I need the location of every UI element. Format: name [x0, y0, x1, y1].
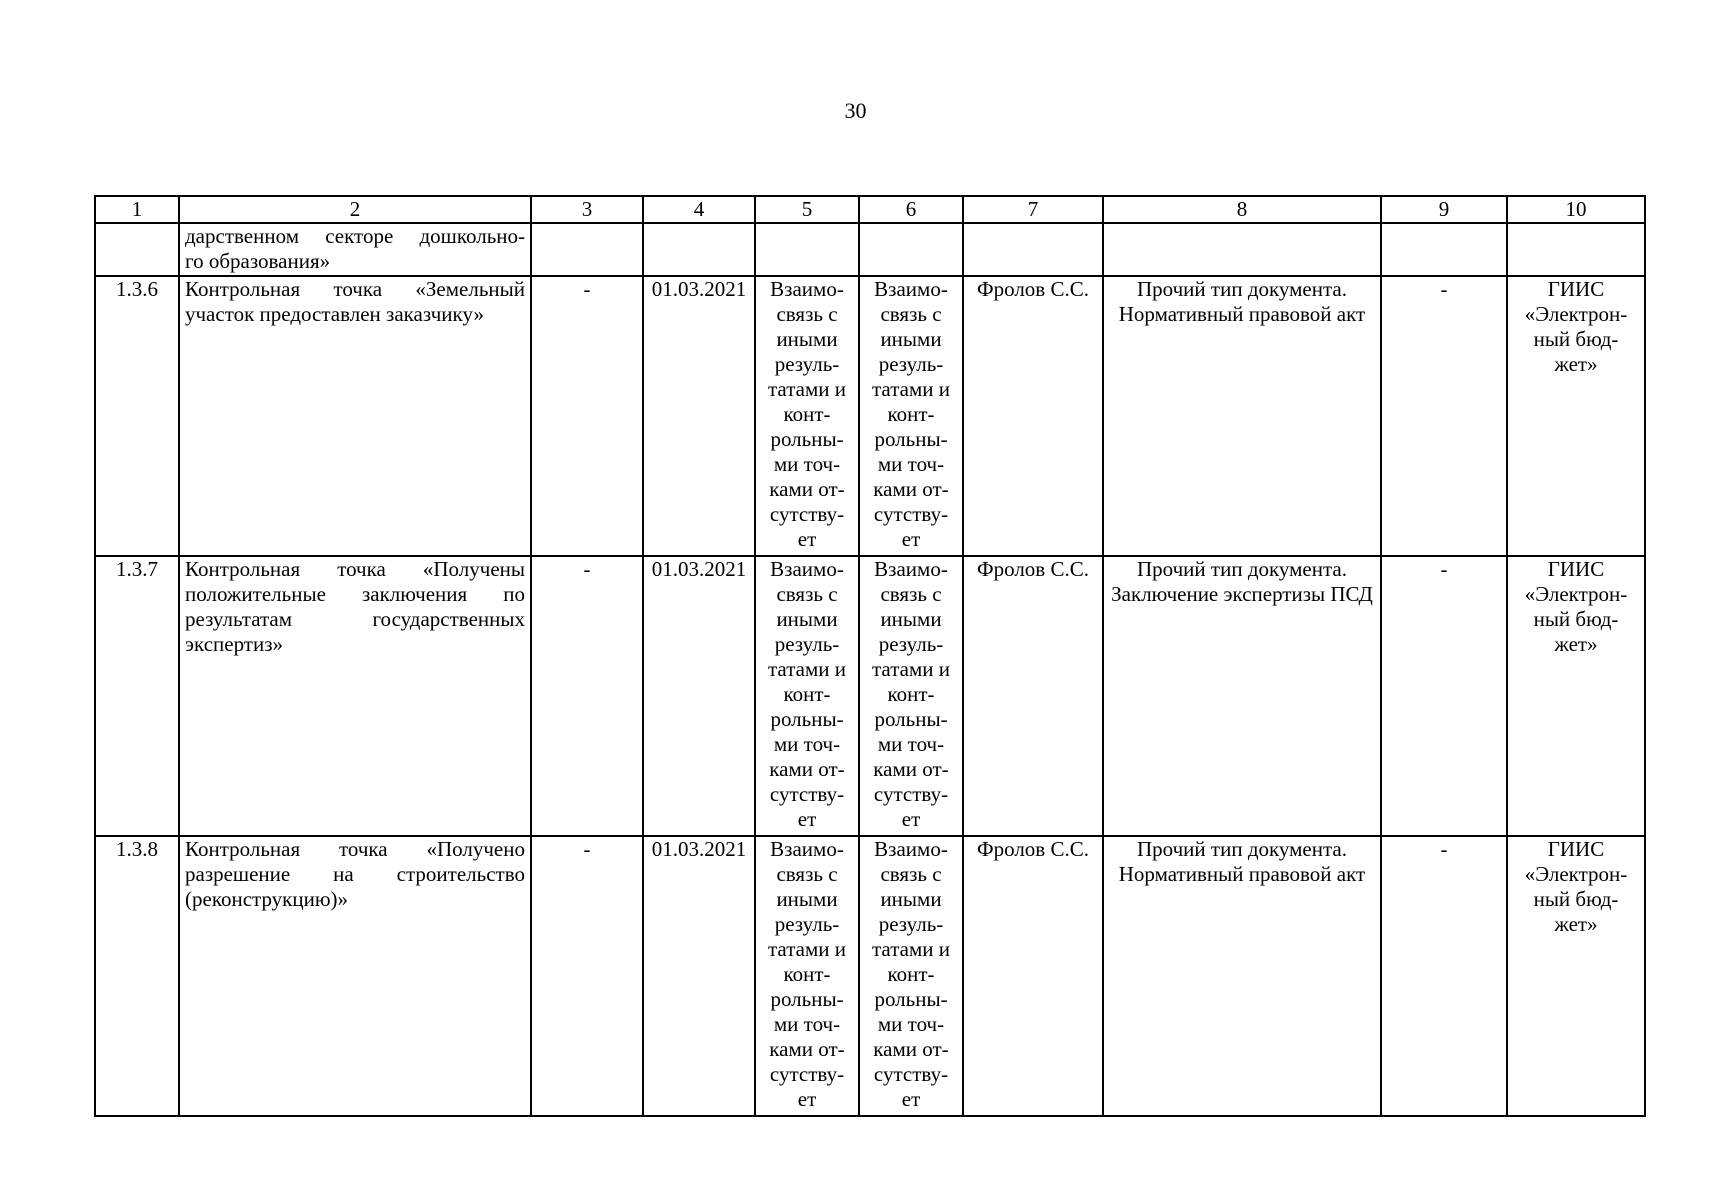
header-row [95, 196, 1645, 223]
cell-line: ный бюд- [1533, 887, 1619, 911]
continuation-row [95, 223, 1645, 276]
cell-line: рольны- [770, 987, 844, 1011]
cell-line: сутству- [769, 782, 845, 806]
cell-line: иными [880, 607, 942, 631]
cell-line: ками от- [873, 477, 949, 501]
responsible-person: Фролов С.С. [963, 556, 1103, 836]
cell-line: ет [797, 527, 817, 551]
relation-cell [755, 276, 859, 556]
column-header: 1 [95, 196, 179, 223]
cell-line: Взаимо- [770, 277, 844, 301]
relation-cell [859, 836, 963, 1116]
table-row [95, 276, 1645, 556]
system-cell [1507, 556, 1645, 836]
relation-cell [859, 556, 963, 836]
system-cell [1507, 836, 1645, 1116]
document-type: Прочий тип документа. Заключение экспертизы ПСД [1103, 556, 1381, 836]
relation-cell [755, 836, 859, 1116]
cell-line: связь с [880, 302, 942, 326]
date-cell: 01.03.2021 [643, 556, 755, 836]
cell-line: «Электрон- [1524, 302, 1628, 326]
row-number: 1.3.7 [95, 556, 179, 836]
column-header: 3 [531, 196, 643, 223]
document-type: Прочий тип документа. Нормативный правовой акт [1103, 276, 1381, 556]
col9-value: - [1381, 836, 1507, 1116]
responsible-person: Фролов С.С. [963, 276, 1103, 556]
cell-line: Взаимо- [874, 837, 948, 861]
cell-line: татами и [872, 937, 950, 961]
column-header: 9 [1381, 196, 1507, 223]
cell-line: связь с [776, 862, 838, 886]
column-header: 2 [179, 196, 531, 223]
cell-line: иными [776, 607, 838, 631]
cell-line: конт- [783, 962, 831, 986]
empty-cell [531, 223, 643, 276]
date-cell: 01.03.2021 [643, 276, 755, 556]
cell-line: жет» [1554, 352, 1598, 376]
cell-line: Взаимо- [770, 837, 844, 861]
column-header: 7 [963, 196, 1103, 223]
cell-line: рольны- [874, 987, 948, 1011]
col9-value: - [1381, 276, 1507, 556]
cell-line: татами и [768, 937, 846, 961]
relation-cell [859, 276, 963, 556]
continuation-text [179, 223, 531, 276]
col3-value: - [531, 556, 643, 836]
cell-line: Взаимо- [874, 277, 948, 301]
cell-line: ный бюд- [1533, 327, 1619, 351]
cell-line: связь с [880, 582, 942, 606]
cell-line: ми точ- [877, 452, 945, 476]
control-point-name: Контрольная точка «Получены положительные заключения по результатам государственных экспертиз» [179, 556, 531, 836]
cell-line: татами и [768, 657, 846, 681]
control-point-name: Контрольная точка «Земельный участок предоставлен заказчику» [179, 276, 531, 556]
page-number: 30 [844, 98, 867, 123]
cell-line: резуль- [878, 912, 944, 936]
cell-line: ет [797, 1087, 817, 1111]
cell-line: иными [776, 887, 838, 911]
cell-line: сутству- [873, 1062, 949, 1086]
cell-line: ет [901, 807, 921, 831]
empty-cell [643, 223, 755, 276]
cell-line: конт- [887, 962, 935, 986]
cell-line: «Электрон- [1524, 582, 1628, 606]
cell-line: жет» [1554, 632, 1598, 656]
system-cell [1507, 276, 1645, 556]
cell-line: татами и [768, 377, 846, 401]
cell-line: ми точ- [773, 1012, 841, 1036]
cell-line: ми точ- [773, 452, 841, 476]
continuation-line: дарственном секторе дошкольно- [185, 224, 525, 248]
cell-line: ет [901, 1087, 921, 1111]
empty-cell [755, 223, 859, 276]
column-header: 5 [755, 196, 859, 223]
cell-line: татами и [872, 657, 950, 681]
cell-line: резуль- [774, 352, 840, 376]
continuation-line: го образования» [185, 249, 331, 273]
column-header: 10 [1507, 196, 1645, 223]
row-number: 1.3.8 [95, 836, 179, 1116]
empty-cell [1381, 223, 1507, 276]
cell-line: ками от- [769, 1037, 845, 1061]
cell-line: резуль- [878, 352, 944, 376]
cell-line: ками от- [873, 757, 949, 781]
cell-line: ками от- [873, 1037, 949, 1061]
row-number: 1.3.6 [95, 276, 179, 556]
cell-line: иными [880, 887, 942, 911]
cell-line: резуль- [774, 912, 840, 936]
cell-line: иными [880, 327, 942, 351]
table-row [95, 836, 1645, 1116]
cell-line: сутству- [873, 502, 949, 526]
cell-line: ет [901, 527, 921, 551]
cell-line: рольны- [874, 427, 948, 451]
responsible-person: Фролов С.С. [963, 836, 1103, 1116]
cell-line: конт- [783, 402, 831, 426]
cell-line: рольны- [770, 707, 844, 731]
table-row [95, 556, 1645, 836]
cell-line: ми точ- [877, 732, 945, 756]
empty-cell [1507, 223, 1645, 276]
cell-line: сутству- [769, 502, 845, 526]
control-point-name: Контрольная точка «Получено разрешение на строительство (реконструкцию)» [179, 836, 531, 1116]
empty-cell [1103, 223, 1381, 276]
row-number [95, 223, 179, 276]
cell-line: ГИИС [1547, 277, 1605, 301]
cell-line: ный бюд- [1533, 607, 1619, 631]
cell-line: ками от- [769, 477, 845, 501]
cell-line: жет» [1554, 912, 1598, 936]
cell-line: ГИИС [1547, 557, 1605, 581]
column-header: 6 [859, 196, 963, 223]
cell-line: конт- [783, 682, 831, 706]
cell-line: конт- [887, 402, 935, 426]
cell-line: сутству- [873, 782, 949, 806]
empty-cell [859, 223, 963, 276]
control-points-table [94, 195, 1646, 1117]
cell-line: связь с [776, 582, 838, 606]
cell-line: рольны- [874, 707, 948, 731]
cell-line: «Электрон- [1524, 862, 1628, 886]
empty-cell [963, 223, 1103, 276]
cell-line: Взаимо- [874, 557, 948, 581]
cell-line: конт- [887, 682, 935, 706]
cell-line: резуль- [774, 632, 840, 656]
col9-value: - [1381, 556, 1507, 836]
cell-line: татами и [872, 377, 950, 401]
column-header: 4 [643, 196, 755, 223]
col3-value: - [531, 836, 643, 1116]
col3-value: - [531, 276, 643, 556]
cell-line: резуль- [878, 632, 944, 656]
cell-line: связь с [776, 302, 838, 326]
cell-line: сутству- [769, 1062, 845, 1086]
relation-cell [755, 556, 859, 836]
cell-line: иными [776, 327, 838, 351]
cell-line: Взаимо- [770, 557, 844, 581]
cell-line: рольны- [770, 427, 844, 451]
cell-line: ГИИС [1547, 837, 1605, 861]
cell-line: ми точ- [877, 1012, 945, 1036]
column-header: 8 [1103, 196, 1381, 223]
document-type: Прочий тип документа. Нормативный правовой акт [1103, 836, 1381, 1116]
cell-line: ми точ- [773, 732, 841, 756]
cell-line: ет [797, 807, 817, 831]
cell-line: связь с [880, 862, 942, 886]
date-cell: 01.03.2021 [643, 836, 755, 1116]
cell-line: ками от- [769, 757, 845, 781]
